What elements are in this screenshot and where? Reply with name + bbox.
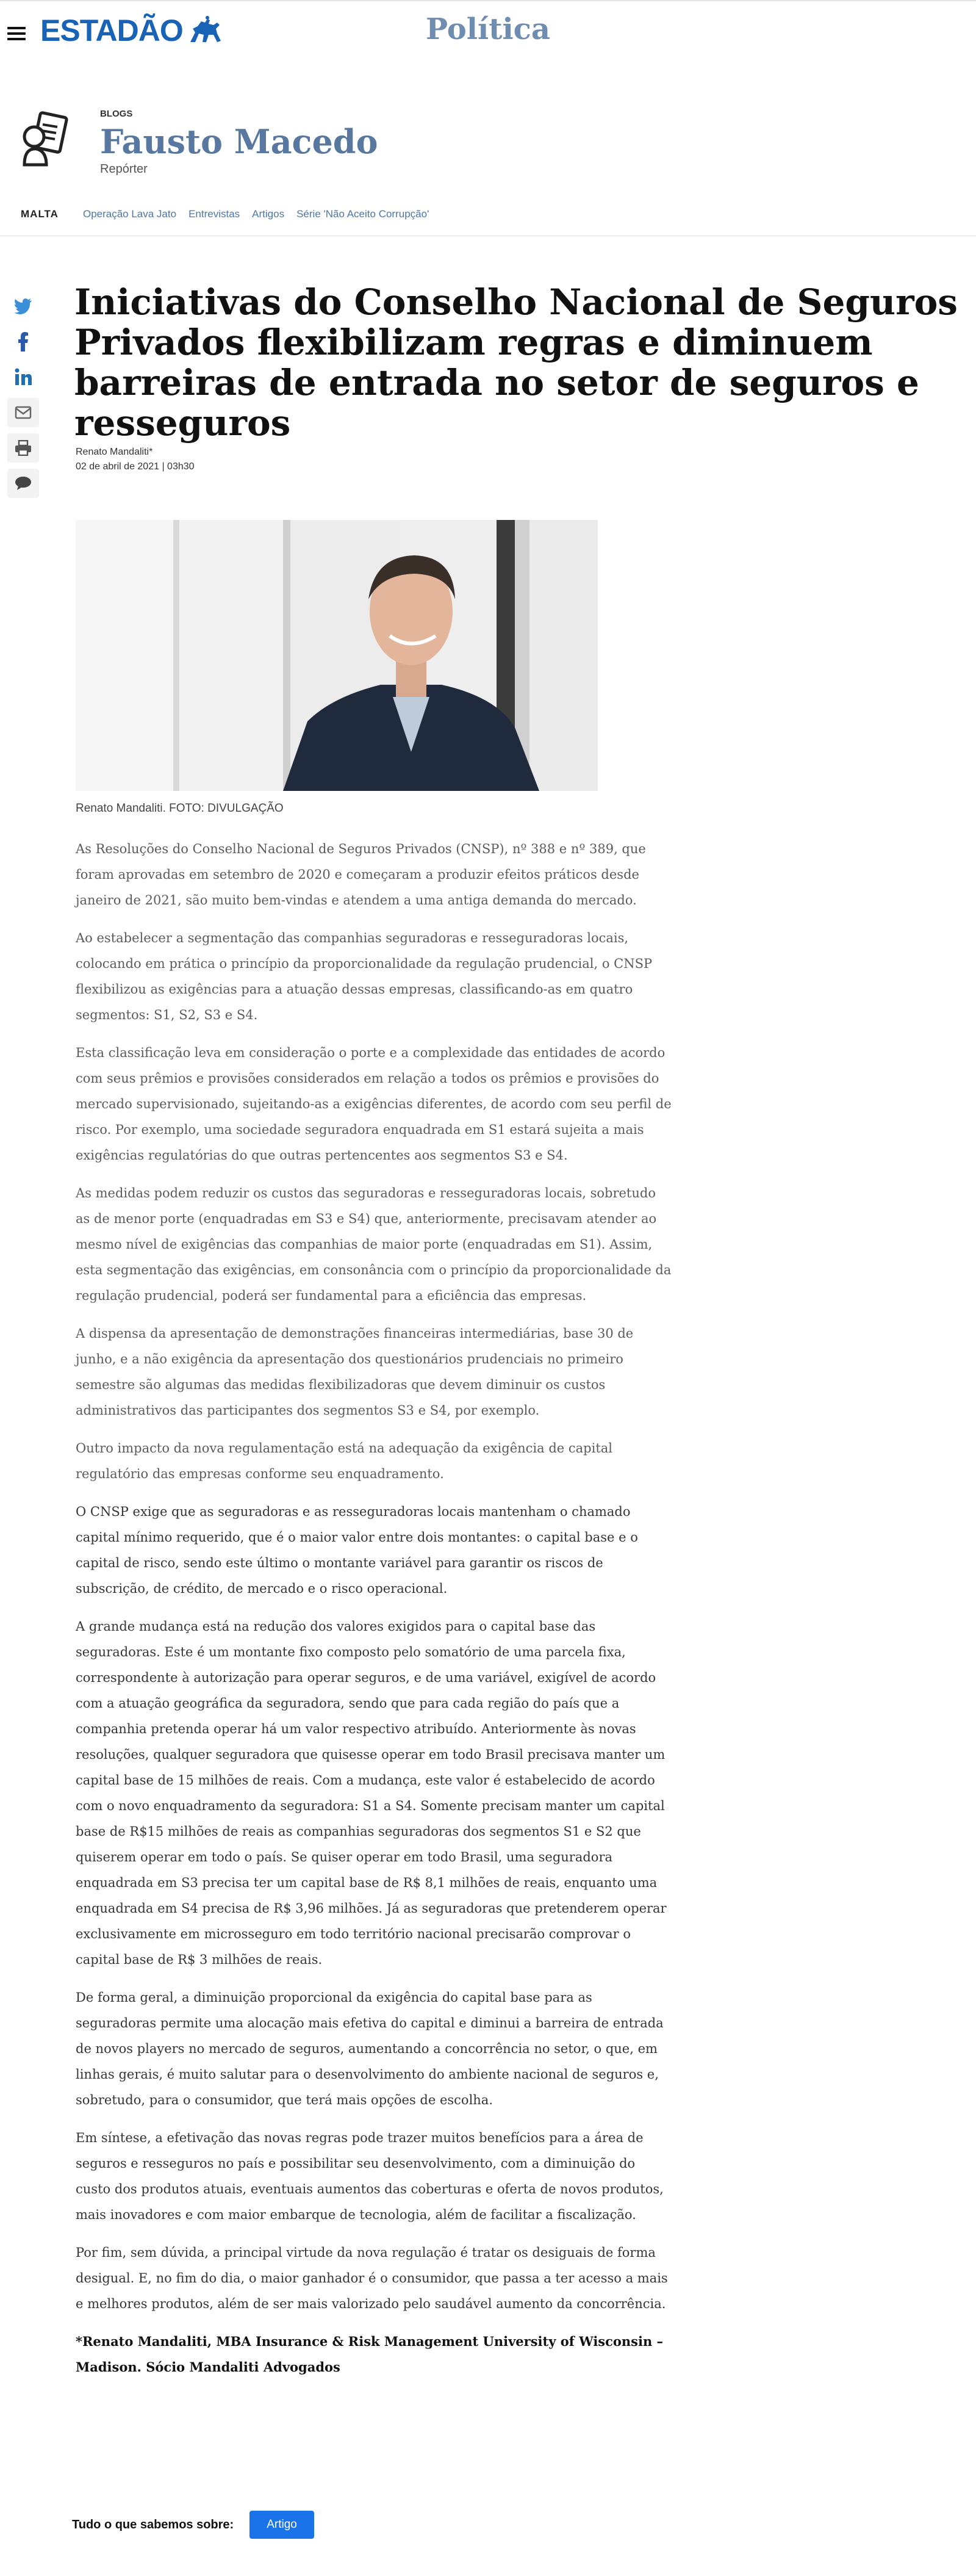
article-paragraph: A dispensa da apresentação de demonstrações financeiras intermediárias, base 30 de junho, e a não exigência da apresentação dos questionários prudenciais no primeiro semestre são algumas das medidas flexibilizadoras que devem diminuir os custos administrativos das participantes dos segmentos S3 e S4, por exemplo. [76,1326,634,1418]
section-title[interactable]: Política [425,12,551,46]
print-icon [15,440,32,456]
comment-button[interactable] [7,469,39,498]
article-byline[interactable]: Renato Mandaliti* [76,447,153,457]
nav-item-lava-jato[interactable]: Operação Lava Jato [82,208,177,220]
blog-name[interactable]: Fausto Macedo [100,122,378,161]
article-paragraph: Ao estabelecer a segmentação das companhias seguradoras e resseguradoras locais, colocando em prática o princípio da proporcionalidade da regulação prudencial, o CNSP flexibilizou as exigências para a atuação dessas empresas, classificando-as em quatro segmentos: S1, S2, S3 e S4. [76,931,653,1022]
facebook-icon [18,332,29,352]
email-icon [15,406,32,419]
blog-role: Repórter [100,162,148,176]
article-paragraph: A grande mudança está na redução dos valores exigidos para o capital base das seguradoras. Este é um montante fixo composto pelo somatório de uma parcela fixa, correspondente à autorização para operar seguros, e de uma variável, exigível de acordo com a atuação geográfica da seguradora, sendo que para cada região do país que a companhia pretenda operar há um valor respectivo atribuído. Anteriormente às novas resoluções, qualquer seguradora que quisesse operar em todo Brasil precisava manter um capital base de 15 milhões de reais. Com a mudança, este valor é estabelecido de acordo com o novo enquadramento da seguradora: S1 a S4. Somente precisam manter um capital base de R$15 milhões de reais as companhias seguradoras dos segmentos S1 e S2 que quiserem operar em todo o país. Se quiser operar em todo Brasil, uma seguradora enquadrada em S3 precisa ter um capital base de R$ 8,1 milhões de reais, enquanto uma enquadrada em S4 precisa de R$ 3,96 milhões. Já as seguradoras que pretenderem operar exclusivamente em microsseguro em todo território nacional precisarão comprovar o capital base de R$ 3 milhões de reais. [76,1619,667,1967]
article-paragraph: O CNSP exige que as seguradoras e as resseguradoras locais mantenham o chamado capital mínimo requerido, que é o maior valor entre dois montantes: o capital base e o capital de risco, sendo este último o montante variável para garantir os riscos de subscrição, de crédito, de mercado e o risco operacional. [76,1504,638,1596]
nav-label: MALTA [21,208,59,220]
comment-icon [15,476,32,491]
linkedin-icon [14,368,32,386]
blog-author-icon [18,109,77,167]
logo-text: ESTADÃO [40,13,183,48]
blog-header [18,104,567,183]
article-paragraph: Outro impacto da nova regulamentação está na adequação da exigência de capital regulatório das empresas conforme seu enquadramento. [76,1441,613,1481]
share-twitter-button[interactable] [7,292,39,321]
share-email-button[interactable] [7,398,39,427]
nav-item-entrevistas[interactable]: Entrevistas [188,208,240,220]
article-paragraph: Esta classificação leva em consideração o porte e a complexidade das entidades de acordo com seus prêmios e provisões considerados em relação a todos os prêmios e provisões do mercado supervisionado, sujeitando-as a exigências diferentes, de acordo com seu perfil de risco. Por exemplo, uma sociedade seguradora enquadrada em S1 estará sujeita a mais exigências regulatórias do que outras pertencentes aos segmentos S3 e S4. [76,1045,672,1163]
author-note: *Renato Mandaliti, MBA Insurance & Risk Management University of Wisconsin – Madison. Sócio Mandaliti Advogados [76,2334,664,2375]
article-paragraph: Em síntese, a efetivação das novas regras pode trazer muitos benefícios para a área de seguros e resseguros no país e possibilitar seu desenvolvimento, com a diminuição do custo dos produtos atuais, eventuais aumentos das coberturas e oferta de novos produtos, mais inovadores e com maior embarque de tecnologia, além de facilitar a fiscalização. [76,2130,664,2222]
share-linkedin-button[interactable] [7,363,39,392]
article-paragraph: Por fim, sem dúvida, a principal virtude da nova regulação é tratar os desiguais de forma desigual. E, no fim do dia, o maior ganhador é o consumidor, que passa a ter acesso a mais e melhores produtos, além de ser mais valorizado pelo saudável aumento da concorrência. [76,2245,668,2311]
article-paragraph: De forma geral, a diminuição proporcional da exigência do capital base para as seguradoras permite uma alocação mais efetiva do capital e diminui a barreira de entrada de novos players no mercado de seguros, aumentando a concorrência no setor, o que, em linhas gerais, é muito salutar para o desenvolvimento do ambiente nacional de seguros e, sobretudo, para o consumidor, que terá mais opções de escolha. [76,1990,664,2107]
tags-label: Tudo o que sabemos sobre: [72,2517,234,2531]
article-paragraph: As medidas podem reduzir os custos das seguradoras e resseguradoras locais, sobretudo as de menor porte (enquadradas em S3 e S4) que, anteriormente, precisavam atender ao mesmo nível de exigências das companhias de maior porte (enquadradas em S1). Assim, esta segmentação das exigências, em consonância com o princípio da proporcionalidade da regulação prudencial, poderá ser fundamental para a eficiência das empresas. [76,1186,672,1303]
photo-caption: Renato Mandaliti. FOTO: DIVULGAÇÃO [76,802,284,815]
site-header [0,1,976,62]
share-facebook-button[interactable] [7,327,39,356]
share-bar [7,292,39,504]
tag-button-artigo[interactable]: Artigo [249,2511,314,2539]
blog-nav [21,205,960,223]
article-body [76,836,673,2392]
print-button[interactable] [7,433,39,463]
blogs-label: BLOGS [100,109,133,119]
article-paragraph: As Resoluções do Conselho Nacional de Seguros Privados (CNSP), nº 388 e nº 389, que foram aprovadas em setembro de 2020 e começaram a produzir efeitos práticos desde janeiro de 2021, são muito bem-vindas e atendem a uma antiga demanda do mercado. [76,842,646,907]
tags-section [72,2509,314,2540]
article-date: 02 de abril de 2021 | 03h30 [76,461,195,472]
nav-item-artigos[interactable]: Artigos [252,208,285,220]
author-photo [76,520,598,791]
nav-item-nao-aceito-corrupcao[interactable]: Série 'Não Aceito Corrupção' [296,208,429,220]
twitter-icon [14,298,32,314]
article-headline: Iniciativas do Conselho Nacional de Seguros Privados flexibilizam regras e diminuem barreiras de entrada no setor de seguros e resseguros [74,281,958,444]
